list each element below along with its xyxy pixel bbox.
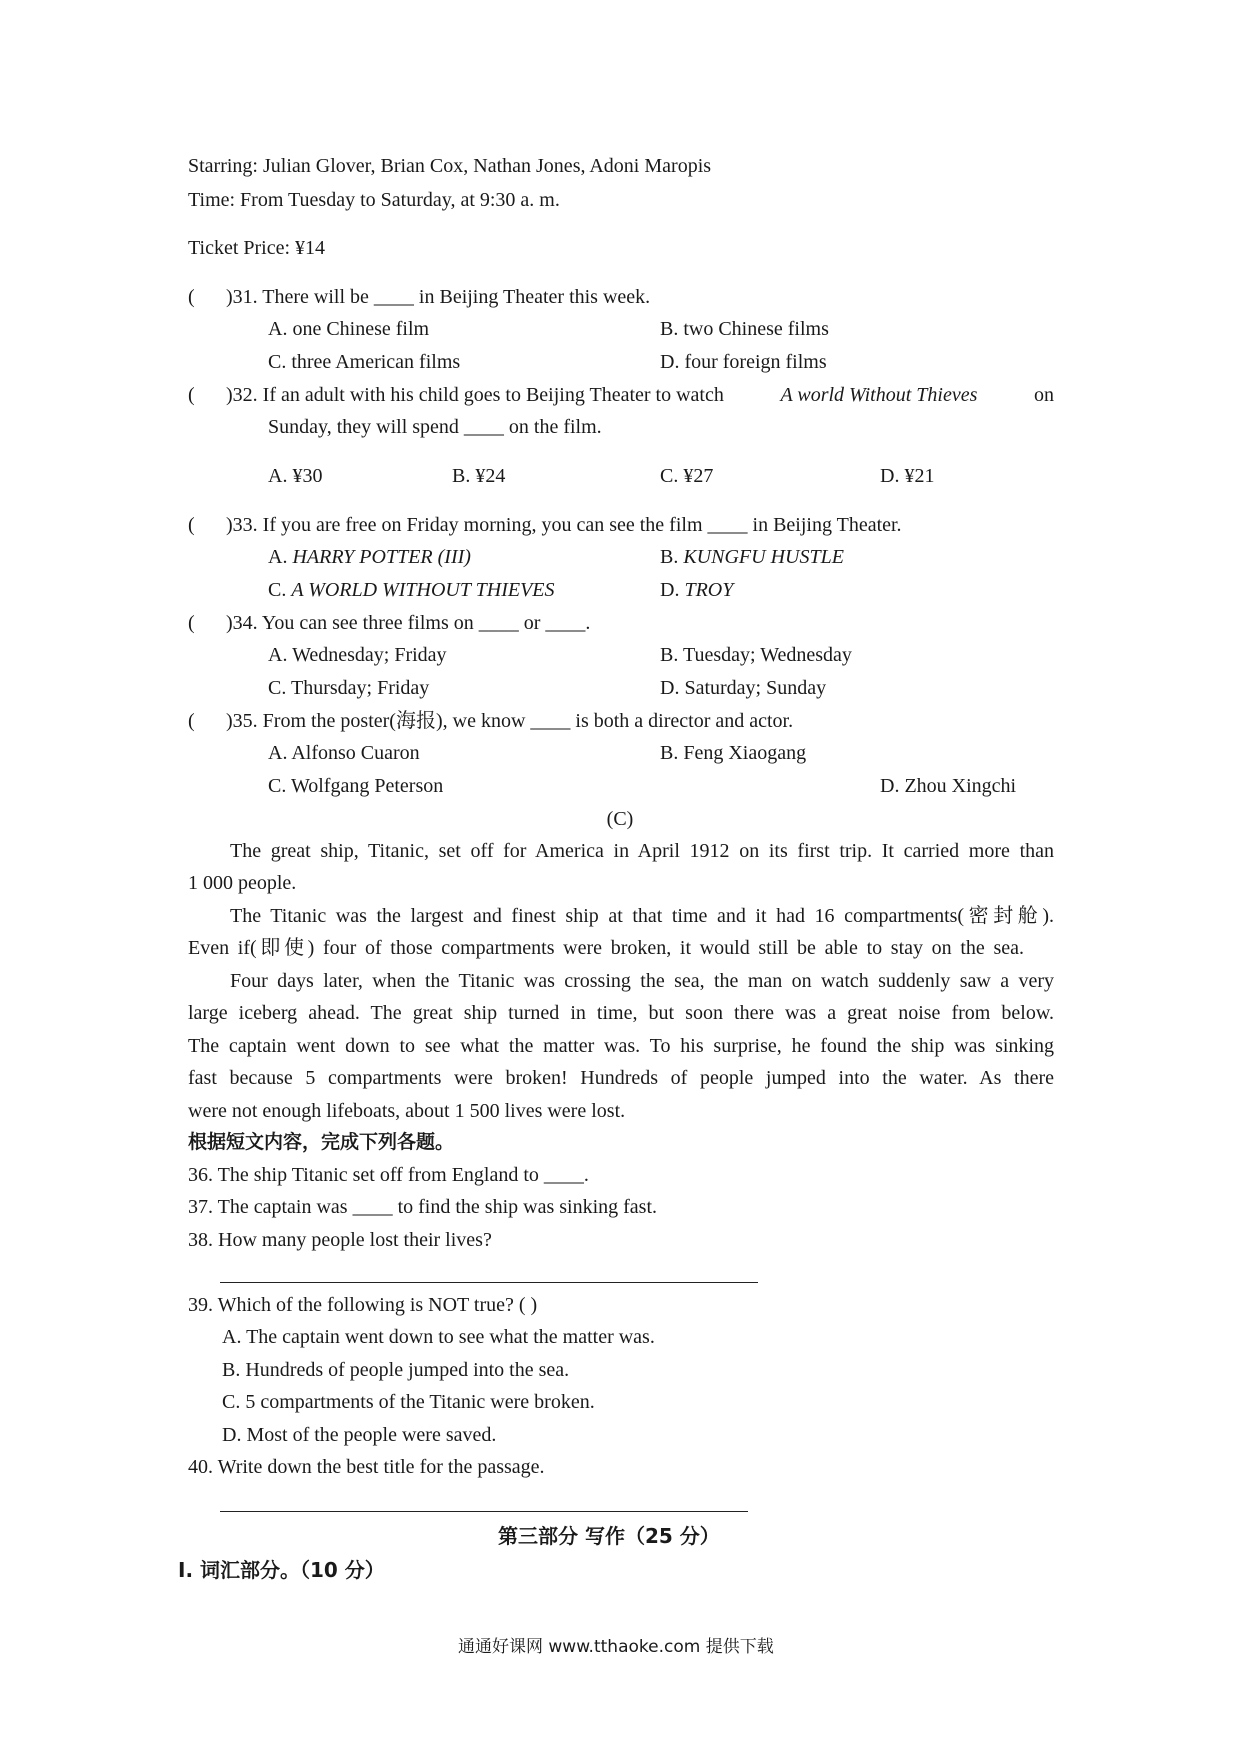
q33-option-c (268, 577, 555, 603)
q31-option-c: C. three American films (268, 351, 461, 373)
q35-option-c: C. Wolfgang Peterson (268, 775, 444, 797)
q34-option-a: A. Wednesday; Friday (268, 644, 447, 666)
q39-option-a: A. The captain went down to see what the matter was. (222, 1326, 655, 1348)
time-line: Time: From Tuesday to Saturday, at 9:30 a. m. (188, 189, 560, 211)
q34-option-c: C. Thursday; Friday (268, 677, 430, 699)
q34-bracket: ( (188, 612, 195, 634)
q39-option-d: D. Most of the people were saved. (222, 1424, 497, 1446)
q32-option-c: C. ¥27 (660, 465, 714, 487)
task-instruction: 根据短文内容，完成下列各题。 (188, 1131, 455, 1153)
q33-option-b (660, 544, 844, 570)
starring-line: Starring: Julian Glover, Brian Cox, Nathan Jones, Adoni Maropis (188, 155, 712, 177)
footer-watermark: 通通好课网 www.tthaoke.com 提供下载 (458, 1637, 774, 1657)
q39-option-c: C. 5 compartments of the Titanic were broken. (222, 1391, 595, 1413)
passage-line-5: Four days later, when the Titanic was crossing the sea, the man on watch suddenly saw a very (230, 970, 1054, 992)
q32-stem-line1 (226, 382, 1054, 408)
q33-option-d-text: TROY (684, 579, 734, 601)
part3-heading: 第三部分 写作（25 分） (498, 1524, 720, 1548)
q33-option-a-text: HARRY POTTER (III) (292, 546, 471, 568)
q31-option-d: D. four foreign films (660, 351, 827, 373)
q32-bracket: ( (188, 384, 195, 406)
q32-option-d: D. ¥21 (880, 465, 935, 487)
ticket-price-line: Ticket Price: ¥14 (188, 237, 326, 259)
q33-option-c-text: A WORLD WITHOUT THIEVES (291, 579, 555, 601)
question-39: 39. Which of the following is NOT true? ( ) (188, 1294, 538, 1316)
q34-stem: )34. You can see three films on ____ or ____. (226, 612, 591, 634)
passage-line-8: fast because 5 compartments were broken! Hundreds of people jumped into the water. As there (188, 1067, 1054, 1089)
q33-option-a (268, 544, 471, 570)
q35-option-a: A. Alfonso Cuaron (268, 742, 420, 764)
q31-option-b: B. two Chinese films (660, 318, 829, 340)
vocabulary-section-heading: I. 词汇部分。（10 分） (178, 1558, 385, 1582)
q35-option-b: B. Feng Xiaogang (660, 742, 807, 764)
q32-stem-line2: Sunday, they will spend ____ on the film. (268, 416, 602, 438)
q33-bracket: ( (188, 514, 195, 536)
q33-option-d-letter: D. (660, 579, 680, 601)
q32-film-title: A world Without Thieves (780, 384, 978, 406)
q33-option-b-text: KUNGFU HUSTLE (683, 546, 844, 568)
passage-line-2: 1 000 people. (188, 872, 297, 894)
answer-line-38 (220, 1282, 758, 1283)
q33-option-c-letter: C. (268, 579, 287, 601)
answer-line-40 (220, 1511, 748, 1512)
q31-stem: )31. There will be ____ in Beijing Theater this week. (226, 286, 651, 308)
question-36: 36. The ship Titanic set off from England to ____. (188, 1164, 589, 1186)
q35-option-d: D. Zhou Xingchi (880, 775, 1017, 797)
q32-stem-suffix: on (1034, 384, 1054, 406)
q34-option-d: D. Saturday; Sunday (660, 677, 827, 699)
passage-line-4: Even if(即使) four of those compartments were broken, it would still be able to stay on the sea. (188, 937, 1024, 959)
passage-line-9: were not enough lifeboats, about 1 500 lives were lost. (188, 1100, 626, 1122)
q32-option-a: A. ¥30 (268, 465, 323, 487)
passage-line-1: The great ship, Titanic, set off for America in April 1912 on its first trip. It carried more than (230, 840, 1054, 862)
section-c-heading: (C) (606, 808, 634, 830)
q31-bracket: ( (188, 286, 195, 308)
question-38: 38. How many people lost their lives? (188, 1229, 492, 1251)
question-40: 40. Write down the best title for the passage. (188, 1456, 545, 1478)
q31-option-a: A. one Chinese film (268, 318, 430, 340)
q39-option-b: B. Hundreds of people jumped into the sea. (222, 1359, 570, 1381)
q33-option-d (660, 577, 733, 603)
q34-option-b: B. Tuesday; Wednesday (660, 644, 852, 666)
q33-option-a-letter: A. (268, 546, 288, 568)
q32-option-b: B. ¥24 (452, 465, 506, 487)
passage-line-7: The captain went down to see what the matter was. To his surprise, he found the ship was sinking (188, 1035, 1054, 1057)
q33-stem: )33. If you are free on Friday morning, you can see the film ____ in Beijing Theater. (226, 514, 902, 536)
q35-bracket: ( (188, 710, 195, 732)
passage-line-3: The Titanic was the largest and finest ship at that time and it had 16 compartments(密封舱). (230, 905, 1054, 927)
q33-option-b-letter: B. (660, 546, 679, 568)
passage-line-6: large iceberg ahead. The great ship turned in time, but soon there was a great noise from below. (188, 1002, 1054, 1024)
q32-stem-prefix: )32. If an adult with his child goes to Beijing Theater to watch (226, 384, 724, 406)
question-37: 37. The captain was ____ to find the ship was sinking fast. (188, 1196, 658, 1218)
q35-stem: )35. From the poster(海报), we know ____ is both a director and actor. (226, 710, 794, 732)
